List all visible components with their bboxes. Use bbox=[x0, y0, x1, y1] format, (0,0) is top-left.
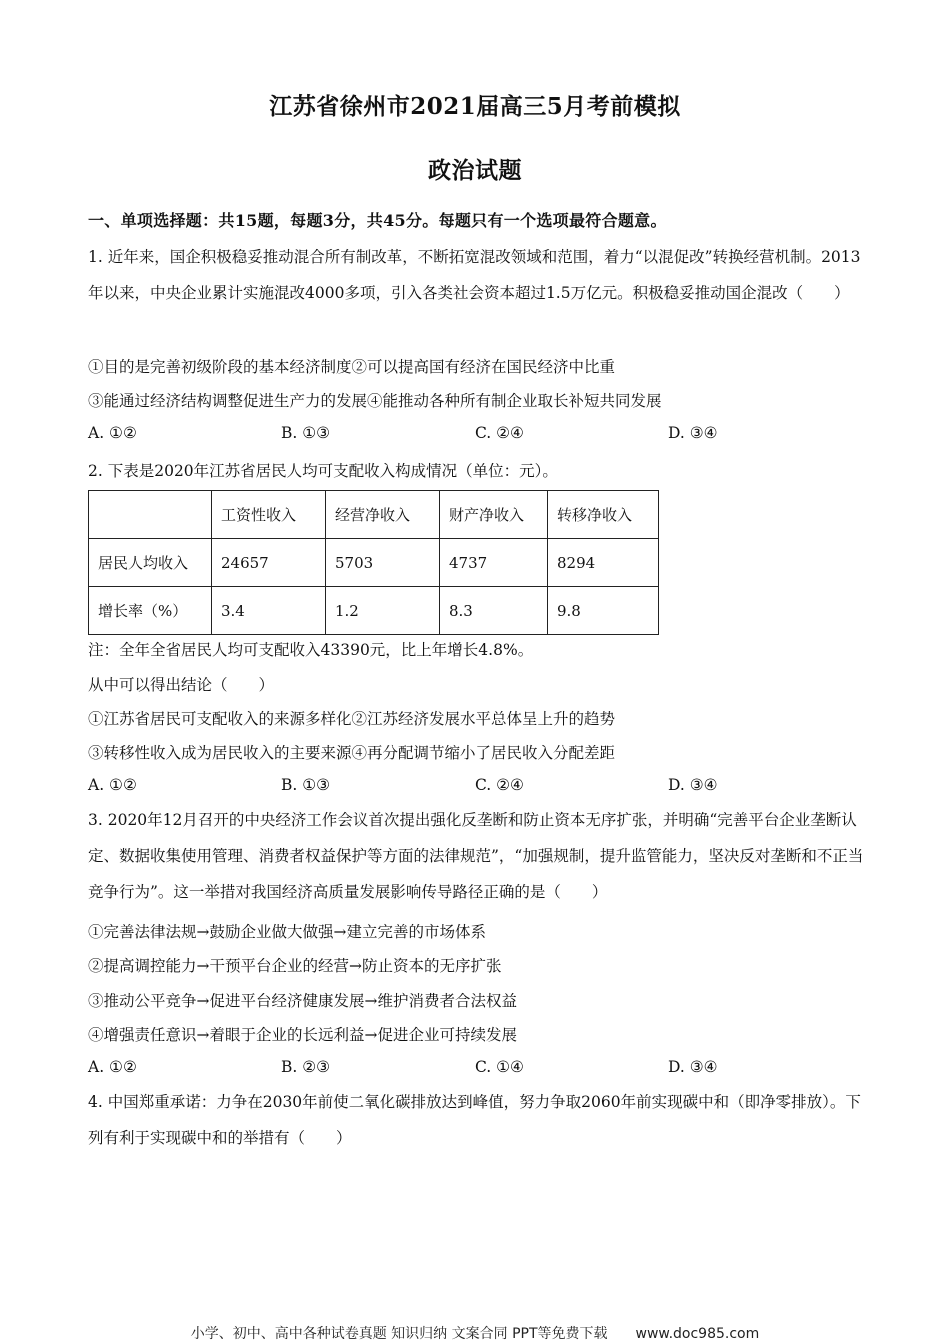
question-1-stem: 1. 近年来，国企积极稳妥推动混合所有制改革，不断拓宽混改领域和范围，着力“以混促改”转换经营机制。2013年以来，中央企业累计实施混改4000多项，引入各类社会资本超过1.5万亿元。积极稳妥推动国企混改（ ） bbox=[88, 248, 861, 302]
section-heading: 一、单项选择题：共15题，每题3分，共45分。每题只有一个选项最符合题意。 bbox=[88, 211, 667, 230]
question-1-option-c[interactable]: C. ②④ bbox=[475, 424, 524, 442]
question-2-item-1: ①江苏省居民可支配收入的来源多样化②江苏经济发展水平总体呈上升的趋势 bbox=[88, 710, 616, 728]
table-cell: 4737 bbox=[440, 539, 548, 587]
table-cell: 9.8 bbox=[548, 587, 659, 635]
table-note: 注：全年全省居民人均可支配收入43390元，比上年增长4.8%。 bbox=[88, 641, 534, 659]
question-3-option-b[interactable]: B. ②③ bbox=[281, 1058, 331, 1076]
question-2-item-2: ③转移性收入成为居民收入的主要来源④再分配调节缩小了居民收入分配差距 bbox=[88, 744, 616, 762]
exam-title: 江苏省徐州市2021届高三5月考前模拟 bbox=[269, 93, 681, 120]
table-cell: 居民人均收入 bbox=[89, 539, 212, 587]
table-cell: 24657 bbox=[212, 539, 326, 587]
question-3-item-3: ③推动公平竞争→促进平台经济健康发展→维护消费者合法权益 bbox=[88, 992, 517, 1010]
question-3-item-1: ①完善法律法规→鼓励企业做大做强→建立完善的市场体系 bbox=[88, 923, 486, 941]
table-header-cell bbox=[89, 491, 212, 539]
table-row bbox=[89, 539, 659, 587]
question-1-option-b[interactable]: B. ①③ bbox=[281, 424, 331, 442]
table-cell: 5703 bbox=[326, 539, 440, 587]
question-3-item-2: ②提高调控能力→干预平台企业的经营→防止资本的无序扩张 bbox=[88, 957, 502, 975]
question-3-option-a[interactable]: A. ①② bbox=[88, 1058, 137, 1076]
question-4-stem: 4. 中国郑重承诺：力争在2030年前使二氧化碳排放达到峰值，努力争取2060年前实现碳中和（即净零排放）。下列有利于实现碳中和的举措有（ ） bbox=[88, 1093, 861, 1147]
table-header-cell: 工资性收入 bbox=[212, 491, 326, 539]
question-1-option-a[interactable]: A. ①② bbox=[88, 424, 137, 442]
income-table bbox=[88, 490, 659, 635]
question-2-option-b[interactable]: B. ①③ bbox=[281, 776, 331, 794]
question-3-options bbox=[88, 1058, 868, 1078]
question-2-prompt: 从中可以得出结论（ ） bbox=[88, 676, 275, 694]
table-cell: 8294 bbox=[548, 539, 659, 587]
table-header-cell: 转移净收入 bbox=[548, 491, 659, 539]
question-3-item-4: ④增强责任意识→着眼于企业的长远利益→促进企业可持续发展 bbox=[88, 1026, 517, 1044]
question-2-options bbox=[88, 776, 868, 796]
table-header-row bbox=[89, 491, 659, 539]
question-2-option-a[interactable]: A. ①② bbox=[88, 776, 137, 794]
question-1-option-d[interactable]: D. ③④ bbox=[668, 424, 718, 442]
table-cell: 3.4 bbox=[212, 587, 326, 635]
question-3-option-c[interactable]: C. ①④ bbox=[475, 1058, 524, 1076]
question-2-stem: 2. 下表是2020年江苏省居民人均可支配收入构成情况（单位：元）。 bbox=[88, 462, 558, 480]
exam-subtitle: 政治试题 bbox=[428, 157, 522, 184]
question-2-option-c[interactable]: C. ②④ bbox=[475, 776, 524, 794]
table-header-cell: 经营净收入 bbox=[326, 491, 440, 539]
page-footer: 小学、初中、高中各种试卷真题 知识归纳 文案合同 PPT等免费下载 www.doc985.com bbox=[190, 1326, 760, 1342]
question-3-stem: 3. 2020年12月召开的中央经济工作会议首次提出强化反垄断和防止资本无序扩张，并明确“完善平台企业垄断认定、数据收集使用管理、消费者权益保护等方面的法律规范”，“加强规制，提升监管能力，坚决反对垄断和不正当竞争行为”。这一举措对我国经济高质量发展影响传导路径正确的是（ ） bbox=[88, 811, 864, 901]
question-1-item-2: ③能通过经济结构调整促进生产力的发展④能推动各种所有制企业取长补短共同发展 bbox=[88, 392, 662, 410]
question-3-option-d[interactable]: D. ③④ bbox=[668, 1058, 718, 1076]
question-2-option-d[interactable]: D. ③④ bbox=[668, 776, 718, 794]
table-cell: 8.3 bbox=[440, 587, 548, 635]
table-cell: 增长率（%） bbox=[89, 587, 212, 635]
table-cell: 1.2 bbox=[326, 587, 440, 635]
table-row bbox=[89, 587, 659, 635]
table-header-cell: 财产净收入 bbox=[440, 491, 548, 539]
question-1-item-1: ①目的是完善初级阶段的基本经济制度②可以提高国有经济在国民经济中比重 bbox=[88, 358, 616, 376]
question-1-options bbox=[88, 424, 868, 444]
